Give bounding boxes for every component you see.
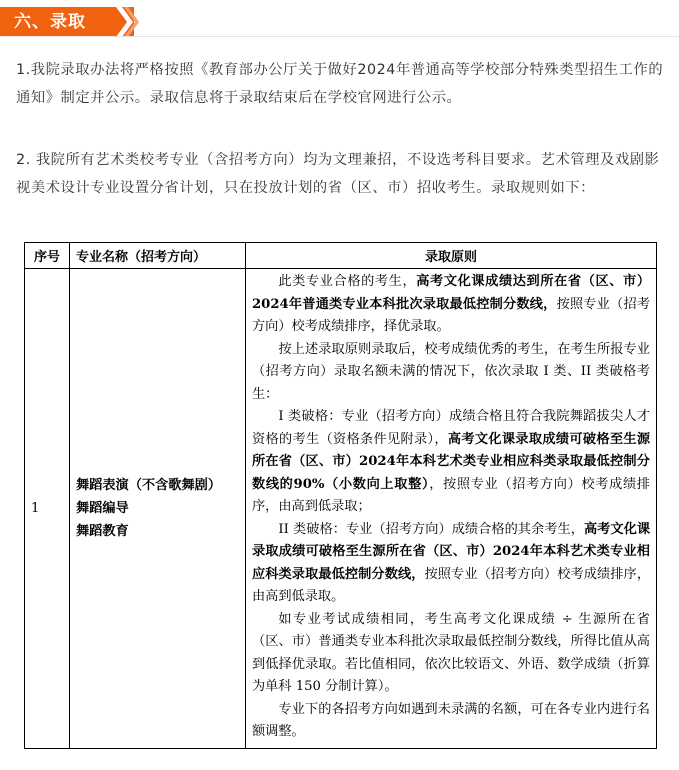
header-principle: 录取原则 bbox=[246, 243, 657, 269]
principle-paragraph: II 类破格：专业（招考方向）成绩合格的其余考生，高考文化课录取成绩可破格至生源所在省（区、市）2024年本科艺术类专业相应科类录取最低控制分数线，按照专业（招考方向）校考成绩排序，由高到低录取。 bbox=[252, 521, 651, 604]
header-major: 专业名称（招考方向） bbox=[70, 243, 246, 269]
major-name: 舞蹈表演（不含歌舞剧） bbox=[76, 477, 222, 493]
section-title: 六、录取 bbox=[14, 12, 86, 32]
principle-paragraph: 按上述录取原则录取后，校考成绩优秀的考生，在考生所报专业（招考方向）录取名额未满的情况下，依次录取 I 类、II 类破格考生： bbox=[252, 341, 650, 402]
table-row bbox=[25, 269, 657, 749]
principle-paragraph: 专业下的各招考方向如遇到未录满的名额，可在各专业内进行名额调整。 bbox=[252, 701, 650, 739]
admission-method-paragraph: 1.我院录取办法将严格按照《教育部办公厅关于做好2024年普通高等学校部分特殊类型招生工作的通知》制定并公示。录取信息将于录取结束后在学校官网进行公示。 bbox=[16, 62, 664, 106]
admission-rules-intro-paragraph: 2. 我院所有艺术类校考专业（含招考方向）均为文理兼招，不设选考科目要求。艺术管理及戏剧影视美术设计专业设置分省计划，只在投放计划的省（区、市）招收考生。录取规则如下： bbox=[16, 152, 660, 196]
major-name: 舞蹈教育 bbox=[76, 523, 129, 539]
row-seq: 1 bbox=[25, 269, 70, 749]
table-header-row bbox=[25, 243, 657, 269]
principle-paragraph: I 类破格：专业（招考方向）成绩合格且符合我院舞蹈拔尖人才资格的考生（资格条件见附录），高考文化课录取成绩可破格至生源所在省（区、市）2024年本科艺术类专业相应科类录取最低控制分数线的90%（小数向上取整），按照专业（招考方向）校考成绩排序，由高到低录取； bbox=[252, 409, 651, 514]
header-seq: 序号 bbox=[25, 243, 70, 269]
admission-rules-table bbox=[24, 242, 657, 749]
principle-paragraph: 如专业考试成绩相同，考生高考文化课成绩 ÷ 生源所在省（区、市）普通类专业本科批次录取最低控制分数线，所得比值从高到低择优录取。若比值相同，依次比较语文、外语、数学成绩（折算为单科 150 分制计算）。 bbox=[252, 611, 650, 694]
row-principles bbox=[246, 269, 657, 749]
major-name: 舞蹈编导 bbox=[76, 500, 129, 516]
header-chevron-decoration bbox=[116, 7, 140, 37]
section-header bbox=[0, 7, 679, 37]
principle-paragraph: 此类专业合格的考生，高考文化课成绩达到所在省（区、市）2024年普通类专业本科批次录取最低控制分数线，按照专业（招考方向）校考成绩排序，择优录取。 bbox=[252, 274, 651, 334]
section-divider bbox=[0, 36, 679, 37]
row-majors bbox=[70, 269, 246, 749]
